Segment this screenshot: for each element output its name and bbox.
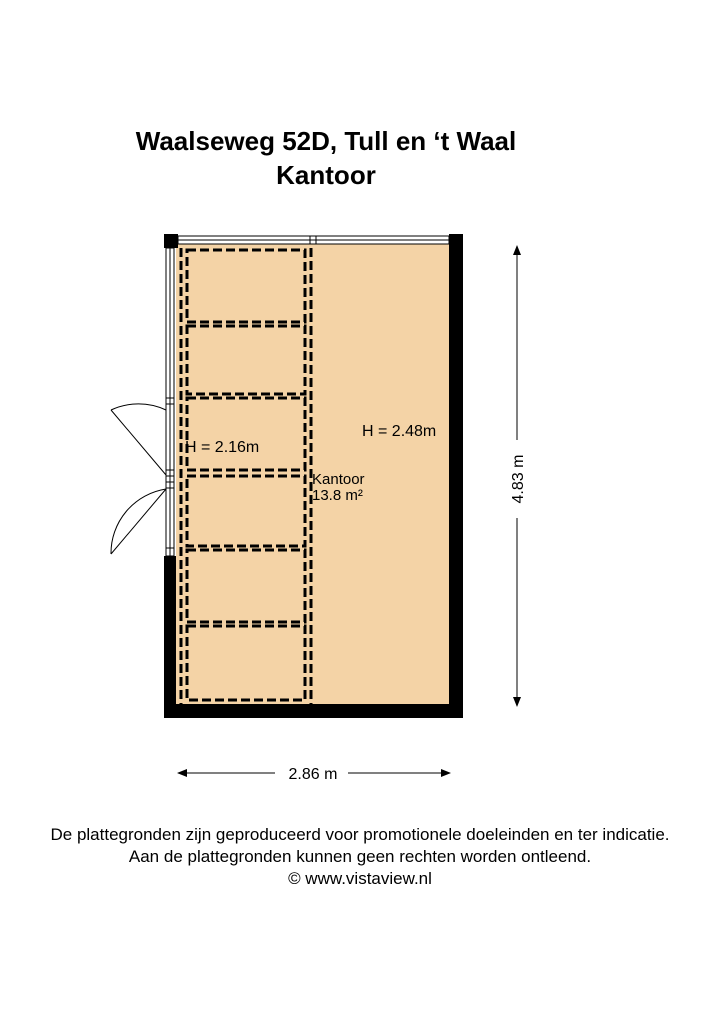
disclaimer-line-1: De plattegronden zijn geproduceerd voor promotionele doeleinden en ter indicatie. bbox=[50, 825, 670, 844]
room-name-label: Kantoor bbox=[312, 471, 365, 488]
dimension-depth-label: 4.83 m bbox=[510, 454, 527, 504]
window-top bbox=[178, 236, 449, 244]
disclaimer-line-2: Aan de plattegronden kunnen geen rechten worden ontleend. bbox=[128, 847, 592, 866]
copyright-line: © www.vistaview.nl bbox=[288, 869, 432, 888]
wall-right bbox=[449, 234, 463, 718]
dimension-width-label: 2.86 m bbox=[288, 766, 338, 783]
wall-left-bottom bbox=[164, 556, 176, 718]
height-main-label: H = 2.48m bbox=[362, 423, 437, 440]
floor-title: Kantoor bbox=[276, 160, 376, 190]
window-left bbox=[166, 248, 174, 556]
wall-corner-top-left bbox=[164, 234, 178, 248]
wall-bottom bbox=[164, 704, 463, 718]
room-area-label: 13.8 m² bbox=[312, 487, 363, 504]
double-door bbox=[111, 404, 166, 554]
address-title: Waalseweg 52D, Tull en ‘t Waal bbox=[135, 126, 517, 156]
height-low-label: H = 2.16m bbox=[185, 439, 260, 456]
